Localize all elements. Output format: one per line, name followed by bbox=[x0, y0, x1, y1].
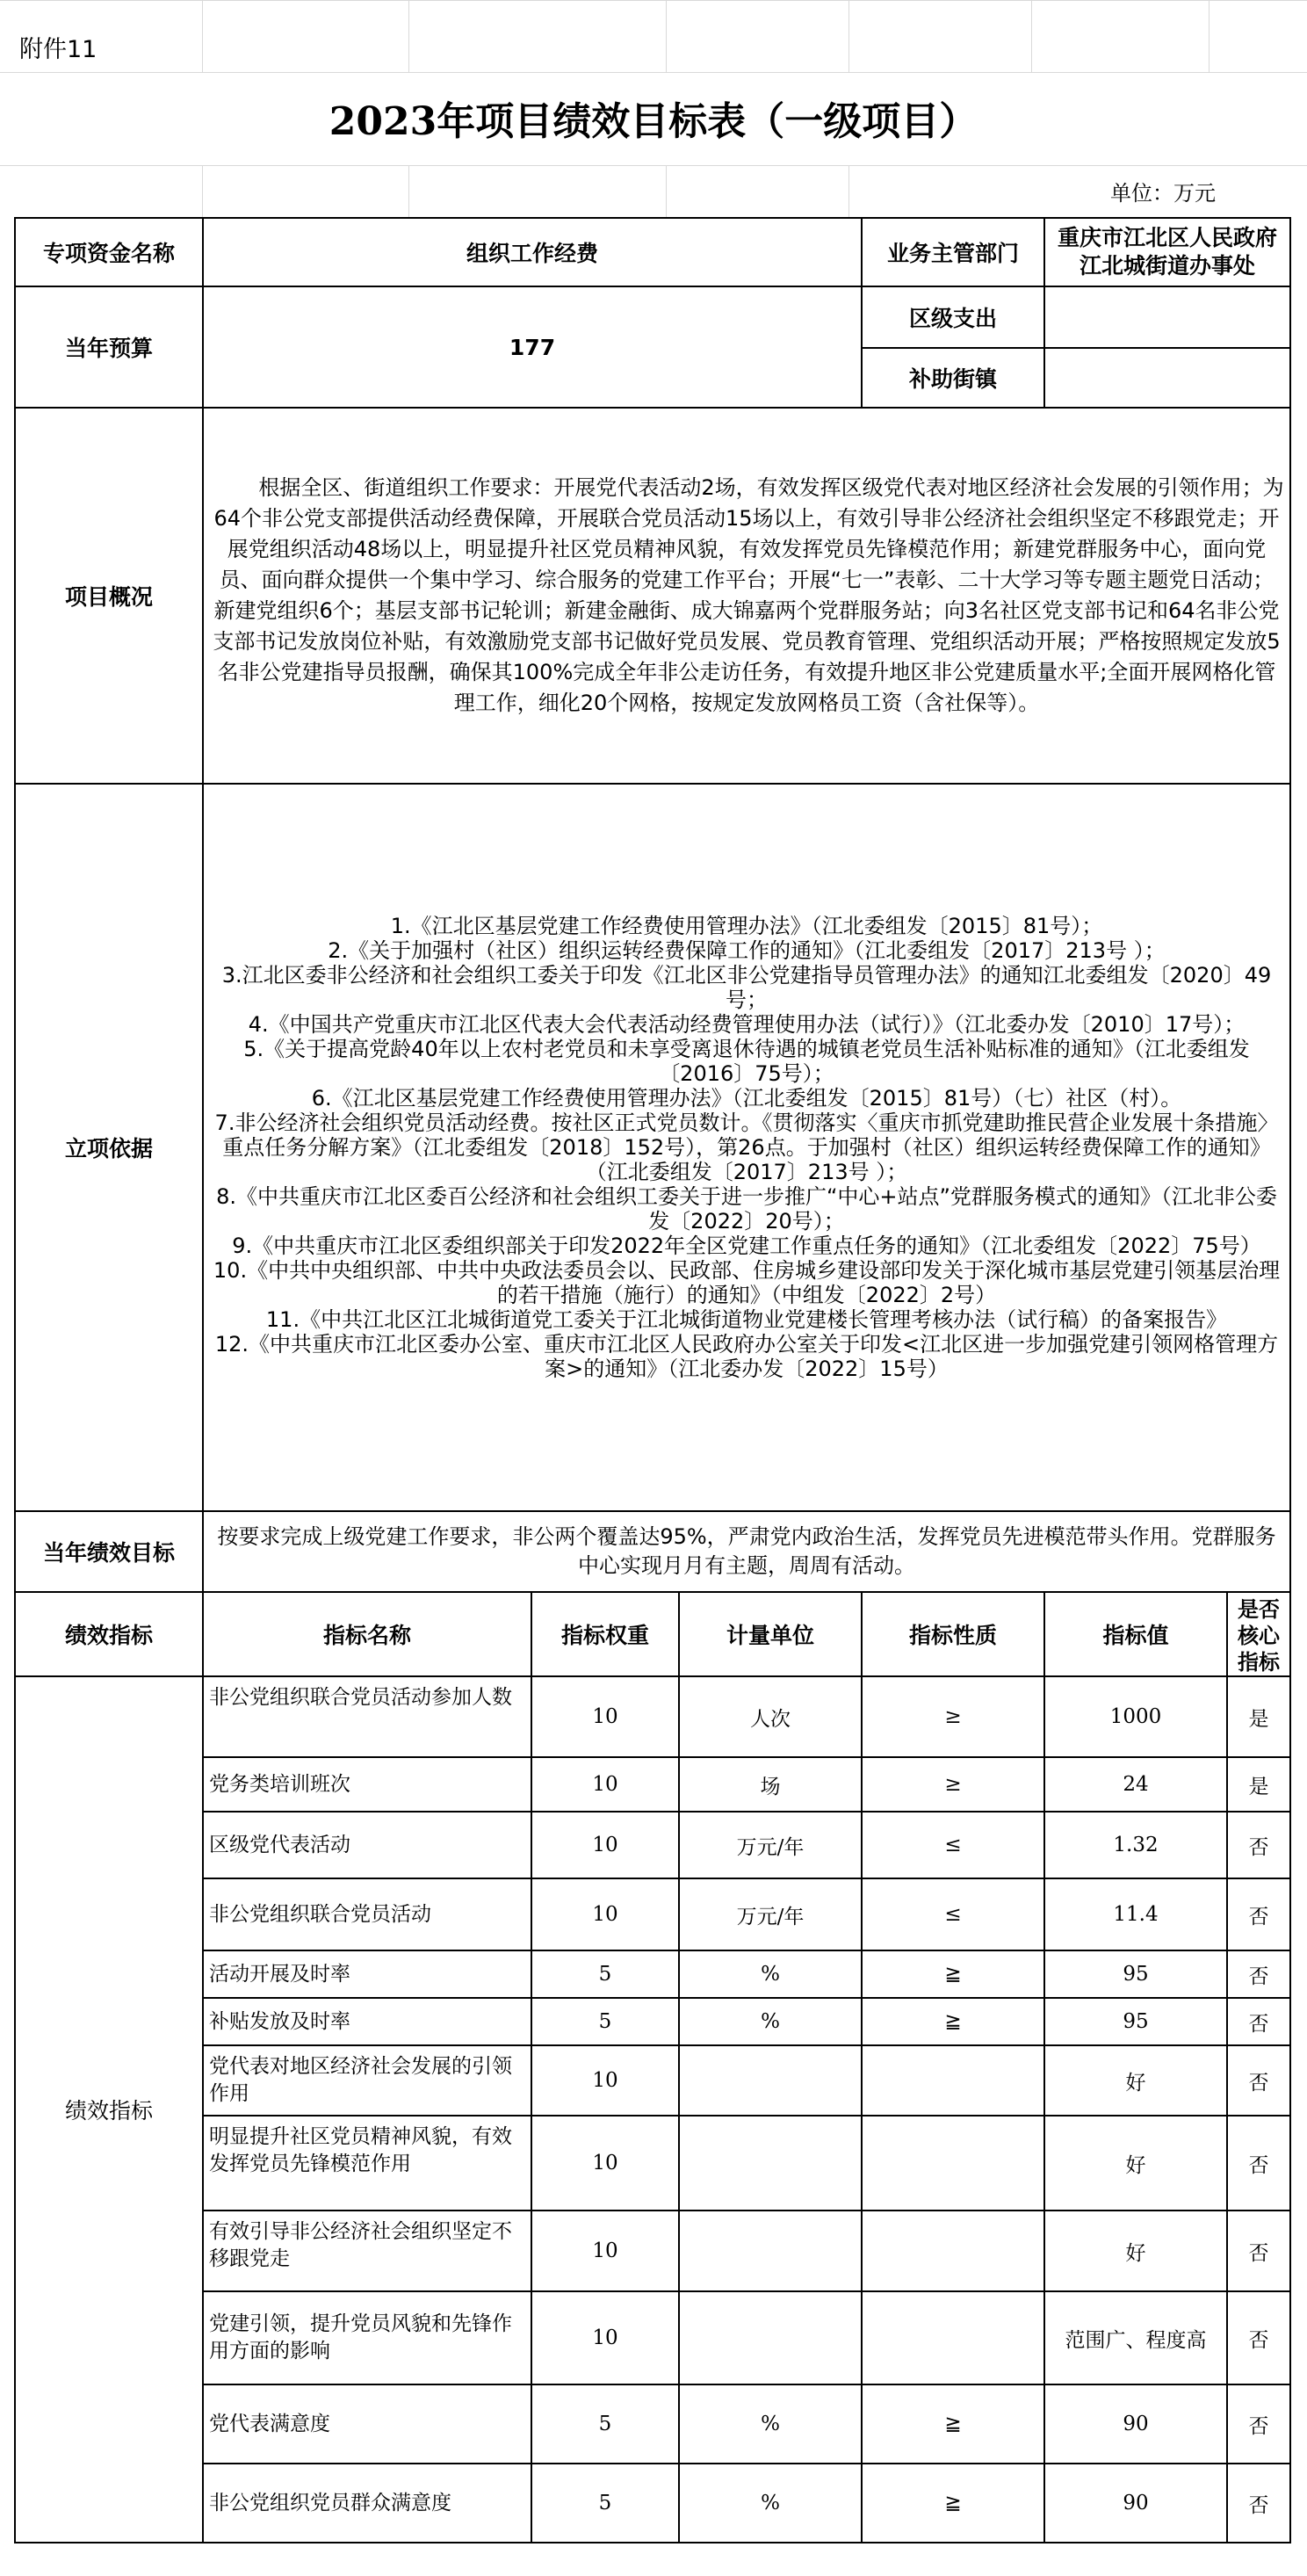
district-expense-label: 区级支出 bbox=[862, 286, 1044, 348]
table-row bbox=[15, 2045, 1290, 2116]
indicator-unit: % bbox=[679, 1950, 862, 1998]
indicator-core: 否 bbox=[1227, 2045, 1290, 2116]
page-title: 2023年项目绩效目标表（一级项目） bbox=[329, 99, 978, 144]
indicator-core: 否 bbox=[1227, 2291, 1290, 2384]
indicator-nature: ≤ bbox=[862, 1812, 1044, 1878]
subsidy-label: 补助街镇 bbox=[862, 348, 1044, 408]
indicator-unit: 万元/年 bbox=[679, 1878, 862, 1950]
indicator-core: 否 bbox=[1227, 1950, 1290, 1998]
indicator-nature: ≧ bbox=[862, 2464, 1044, 2543]
indicator-weight: 5 bbox=[531, 1950, 679, 1998]
overview-text bbox=[203, 408, 1290, 784]
header-nature: 指标性质 bbox=[862, 1592, 1044, 1676]
indicator-weight: 10 bbox=[531, 1676, 679, 1757]
grid-line bbox=[666, 165, 667, 217]
indicator-unit: 万元/年 bbox=[679, 1812, 862, 1878]
indicator-value: 好 bbox=[1044, 2116, 1227, 2211]
header-weight: 指标权重 bbox=[531, 1592, 679, 1676]
goal-text: 按要求完成上级党建工作要求，非公两个覆盖达95%，严肃党内政治生活，发挥党员先进模范带头作用。党群服务中心实现月月有主题，周周有活动。 bbox=[203, 1511, 1290, 1592]
indicator-weight: 10 bbox=[531, 2291, 679, 2384]
table-row bbox=[15, 1676, 1290, 1757]
indicator-core: 否 bbox=[1227, 1878, 1290, 1950]
indicator-value: 1000 bbox=[1044, 1676, 1227, 1757]
indicator-value: 好 bbox=[1044, 2211, 1227, 2291]
indicator-name: 党代表满意度 bbox=[203, 2384, 531, 2464]
table-row bbox=[15, 1950, 1290, 1998]
district-expense-value bbox=[1044, 286, 1290, 348]
indicator-unit: % bbox=[679, 2384, 862, 2464]
grid-line bbox=[1209, 0, 1210, 72]
table-row bbox=[15, 2291, 1290, 2384]
indicator-name: 非公党组织联合党员活动 bbox=[203, 1878, 531, 1950]
grid-line bbox=[202, 165, 203, 217]
indicator-value: 95 bbox=[1044, 1950, 1227, 1998]
table-row bbox=[15, 2116, 1290, 2211]
basis-item: 9.《中共重庆市江北区委组织部关于印发2022年全区党建工作重点任务的通知》（江北委组发〔2022〕75号） bbox=[232, 1234, 1261, 1258]
table-row bbox=[15, 2211, 1290, 2291]
basis-item: 10.《中共中央组织部、中共中央政法委员会以、民政部、住房城乡建设部印发关于深化城市基层党建引领基层治理的若干措施（施行）的通知》（中组发〔2022〕2号） bbox=[213, 1258, 1281, 1307]
perf-group-label: 绩效指标 bbox=[15, 1676, 203, 2543]
table-row bbox=[15, 2384, 1290, 2464]
indicator-weight: 10 bbox=[531, 1757, 679, 1812]
grid-line bbox=[0, 72, 1307, 73]
indicator-nature bbox=[862, 2045, 1044, 2116]
indicator-core: 否 bbox=[1227, 2464, 1290, 2543]
table-row bbox=[15, 1998, 1290, 2045]
basis-item: 1.《江北区基层党建工作经费使用管理办法》（江北委组发〔2015〕81号）； bbox=[390, 914, 1103, 938]
basis-item: 7.非公经济社会组织党员活动经费。按社区正式党员数计。《贯彻落实〈重庆市抓党建助推民营企业发展十条措施〉重点任务分解方案》（江北委组发〔2018〕152号），第26点。于加强村（社区）组织运转经费保障工作的通知》（江北委组发〔2017〕213号 ）； bbox=[214, 1111, 1279, 1184]
indicator-name: 区级党代表活动 bbox=[203, 1812, 531, 1878]
indicator-core: 否 bbox=[1227, 2211, 1290, 2291]
table-row bbox=[15, 2464, 1290, 2543]
indicator-nature bbox=[862, 2291, 1044, 2384]
grid-line bbox=[0, 165, 1307, 166]
indicator-weight: 5 bbox=[531, 1998, 679, 2045]
indicator-nature: ≥ bbox=[862, 1757, 1044, 1812]
indicator-nature: ≧ bbox=[862, 1998, 1044, 2045]
indicator-value: 90 bbox=[1044, 2384, 1227, 2464]
dept-line-2: 江北城街道办事处 bbox=[1079, 253, 1255, 279]
indicator-name: 非公党组织联合党员活动参加人数 bbox=[203, 1676, 531, 1757]
header-value: 指标值 bbox=[1044, 1592, 1227, 1676]
indicator-core: 否 bbox=[1227, 1812, 1290, 1878]
indicator-weight: 10 bbox=[531, 2211, 679, 2291]
overview-label: 项目概况 bbox=[15, 408, 203, 784]
indicator-value: 90 bbox=[1044, 2464, 1227, 2543]
indicator-name: 活动开展及时率 bbox=[203, 1950, 531, 1998]
header-core: 是否核心指标 bbox=[1227, 1592, 1290, 1676]
fund-name-label: 专项资金名称 bbox=[15, 218, 203, 286]
indicator-value: 范围广、程度高 bbox=[1044, 2291, 1227, 2384]
indicator-nature: ≥ bbox=[862, 1676, 1044, 1757]
fund-name-value: 组织工作经费 bbox=[203, 218, 862, 286]
header-unit: 计量单位 bbox=[679, 1592, 862, 1676]
indicator-core: 否 bbox=[1227, 2116, 1290, 2211]
indicator-weight: 10 bbox=[531, 1812, 679, 1878]
indicator-value: 24 bbox=[1044, 1757, 1227, 1812]
indicator-unit: % bbox=[679, 1998, 862, 2045]
indicator-unit bbox=[679, 2116, 862, 2211]
budget-label: 当年预算 bbox=[15, 286, 203, 408]
dept-value bbox=[1044, 218, 1290, 286]
basis-item: 5.《关于提高党龄40年以上农村老党员和未享受离退休待遇的城镇老党员生活补贴标准的通知》（江北委组发〔2016〕75号）； bbox=[243, 1037, 1250, 1086]
indicator-name: 党代表对地区经济社会发展的引领作用 bbox=[203, 2045, 531, 2116]
indicator-weight: 10 bbox=[531, 2045, 679, 2116]
grid-line bbox=[1031, 0, 1032, 72]
basis-list bbox=[203, 784, 1290, 1511]
goal-label: 当年绩效目标 bbox=[15, 1511, 203, 1592]
indicator-name: 明显提升社区党员精神风貌，有效发挥党员先锋模范作用 bbox=[203, 2116, 531, 2211]
indicator-unit: 场 bbox=[679, 1757, 862, 1812]
budget-value: 177 bbox=[203, 286, 862, 408]
indicator-nature bbox=[862, 2211, 1044, 2291]
basis-item: 8.《中共重庆市江北区委百公经济和社会组织工委关于进一步推广“中心+站点”党群服务模式的通知》（江北非公委发〔2022〕20号）； bbox=[216, 1184, 1277, 1234]
indicator-value: 11.4 bbox=[1044, 1878, 1227, 1950]
grid-line bbox=[666, 0, 667, 72]
header-indicator: 绩效指标 bbox=[15, 1592, 203, 1676]
header-name: 指标名称 bbox=[203, 1592, 531, 1676]
basis-item: 12.《中共重庆市江北区委办公室、重庆市江北区人民政府办公室关于印发<江北区进一步加强党建引领网格管理方案>的通知》（江北委办发〔2022〕15号） bbox=[214, 1332, 1279, 1381]
indicator-core: 否 bbox=[1227, 1998, 1290, 2045]
grid-line bbox=[408, 165, 409, 217]
grid-line bbox=[202, 0, 203, 72]
indicator-core: 是 bbox=[1227, 1676, 1290, 1757]
table-row bbox=[15, 1812, 1290, 1878]
indicator-unit: % bbox=[679, 2464, 862, 2543]
indicator-name: 党建引领，提升党员风貌和先锋作用方面的影响 bbox=[203, 2291, 531, 2384]
grid-line bbox=[408, 0, 409, 72]
basis-item: 3.江北区委非公经济和社会组织工委关于印发《江北区非公党建指导员管理办法》的通知江北委组发〔2020〕49号； bbox=[221, 963, 1272, 1012]
basis-item: 6.《江北区基层党建工作经费使用管理办法》（江北委组发〔2015〕81号）（七）社区（村）。 bbox=[311, 1086, 1182, 1111]
indicator-weight: 10 bbox=[531, 1878, 679, 1950]
indicator-name: 非公党组织党员群众满意度 bbox=[203, 2464, 531, 2543]
unit-label: 单位：万元 bbox=[1110, 181, 1216, 206]
indicator-nature: ≧ bbox=[862, 2384, 1044, 2464]
grid-line bbox=[0, 0, 1307, 1]
indicator-unit: 人次 bbox=[679, 1676, 862, 1757]
indicator-unit bbox=[679, 2291, 862, 2384]
indicator-value: 好 bbox=[1044, 2045, 1227, 2116]
dept-label: 业务主管部门 bbox=[862, 218, 1044, 286]
table-row bbox=[15, 1757, 1290, 1812]
indicator-unit bbox=[679, 2211, 862, 2291]
indicator-name: 补贴发放及时率 bbox=[203, 1998, 531, 2045]
table-row bbox=[15, 1878, 1290, 1950]
indicator-weight: 5 bbox=[531, 2384, 679, 2464]
indicator-weight: 5 bbox=[531, 2464, 679, 2543]
indicator-core: 否 bbox=[1227, 2384, 1290, 2464]
overview-body: 根据全区、街道组织工作要求：开展党代表活动2场，有效发挥区级党代表对地区经济社会发展的引领作用；为64个非公党支部提供活动经费保障，开展联合党员活动15场以上，有效引导非公经济社会组织坚定不移跟党走；开展党组织活动48场以上，明显提升社区党员精神风貌，有效发挥党员先锋模范作用；新建党群服务中心，面向党员、面向群众提供一个集中学习、综合服务的党建工作平台；开展“七一”表彰、二十大学习等专题主题党日活动；新建党组织6个；基层支部书记轮训；新建金融街、成大锦嘉两个党群服务站；向3名社区党支部书记和64名非公党支部书记发放岗位补贴，有效激励党支部书记做好党员发展、党员教育管理、党组织活动开展；严格按照规定发放5名非公党建指导员报酬，确保其100%完成全年非公走访任务，有效提升地区非公党建质量水平;全面开展网格化管理工作，细化20个网格，按规定发放网格员工资（含社保等）。 bbox=[213, 475, 1284, 715]
subsidy-value bbox=[1044, 348, 1290, 408]
basis-item: 4.《中国共产党重庆市江北区代表大会代表活动经费管理使用办法（试行）》（江北委办发〔2010〕17号）； bbox=[248, 1012, 1246, 1037]
dept-line-1: 重庆市江北区人民政府 bbox=[1057, 225, 1277, 250]
performance-target-table bbox=[14, 217, 1291, 2543]
basis-item: 11.《中共江北区江北城街道党工委关于江北城街道物业党建楼长管理考核办法（试行稿）的备案报告》 bbox=[265, 1307, 1228, 1332]
indicator-weight: 10 bbox=[531, 2116, 679, 2211]
indicator-value: 1.32 bbox=[1044, 1812, 1227, 1878]
indicator-value: 95 bbox=[1044, 1998, 1227, 2045]
basis-label: 立项依据 bbox=[15, 784, 203, 1511]
indicator-nature: ≧ bbox=[862, 1950, 1044, 1998]
indicator-nature bbox=[862, 2116, 1044, 2211]
grid-line bbox=[848, 0, 849, 72]
indicator-core: 是 bbox=[1227, 1757, 1290, 1812]
indicator-name: 党务类培训班次 bbox=[203, 1757, 531, 1812]
indicator-unit bbox=[679, 2045, 862, 2116]
indicator-name: 有效引导非公经济社会组织坚定不移跟党走 bbox=[203, 2211, 531, 2291]
basis-item: 2.《关于加强村（社区）组织运转经费保障工作的通知》（江北委组发〔2017〕213号 ）； bbox=[328, 938, 1166, 963]
attachment-label: 附件11 bbox=[19, 36, 97, 63]
indicator-nature: ≤ bbox=[862, 1878, 1044, 1950]
grid-line bbox=[848, 165, 849, 217]
